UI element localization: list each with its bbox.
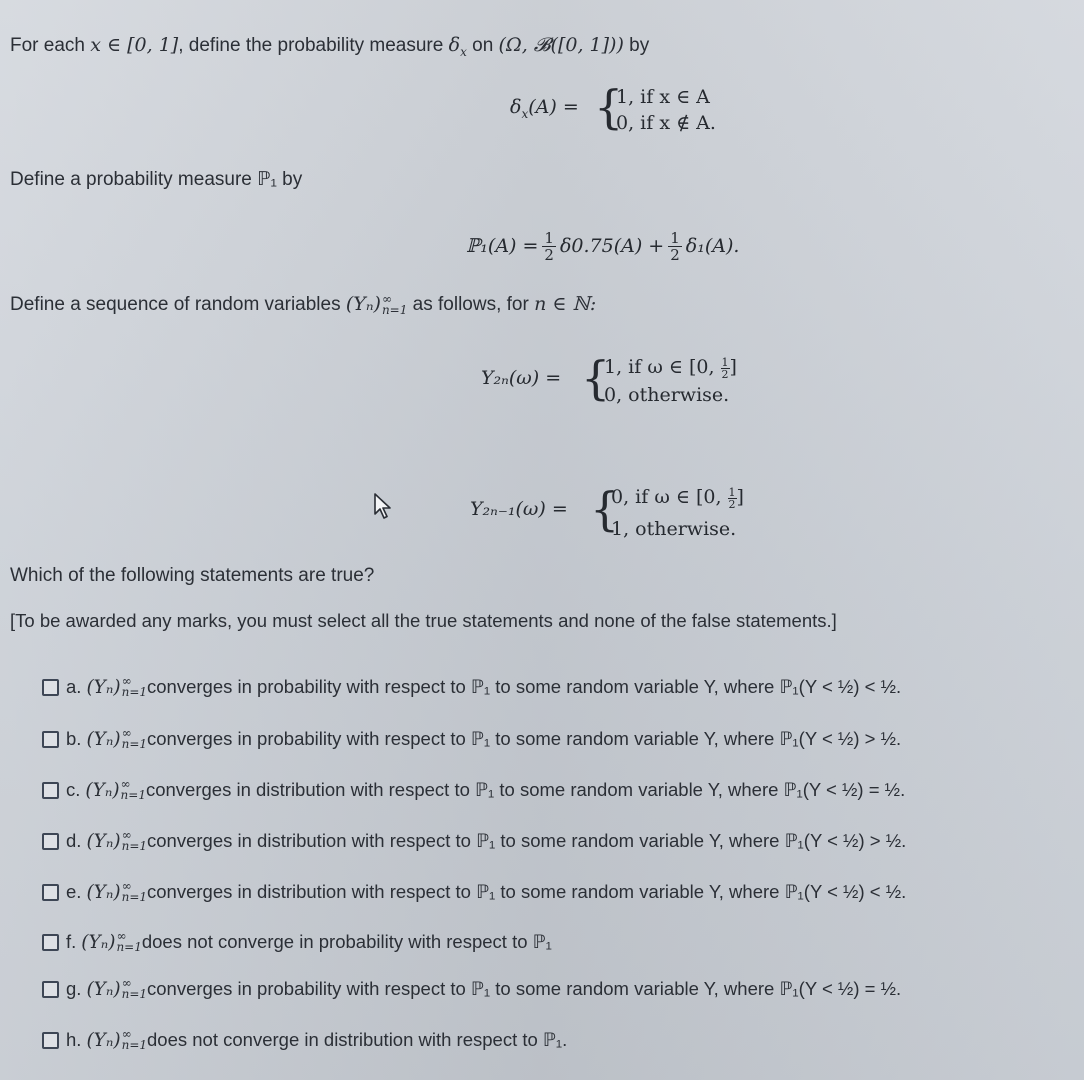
checkbox-icon[interactable] — [42, 833, 59, 850]
checkbox-icon[interactable] — [42, 782, 59, 799]
option-sequence-limits — [116, 931, 141, 953]
option-c[interactable] — [42, 776, 905, 804]
intro-delta-sub: x — [460, 44, 467, 59]
option-letter: e. — [66, 881, 82, 902]
option-sequence-limits — [122, 978, 147, 1000]
y2n-case1-a: 1, if ω ∈ [0, — [604, 356, 721, 378]
option-sequence-sup: ∞ — [121, 1027, 132, 1041]
y2n1-case2: 1, otherwise. — [611, 518, 737, 540]
option-sequence: (Yₙ) — [86, 978, 121, 1000]
option-sequence-sub: n=1 — [116, 940, 142, 954]
option-letter: b. — [66, 728, 82, 749]
intro-text-b: , define the probability measure — [178, 35, 449, 56]
option-sequence-sup: ∞ — [121, 674, 132, 688]
option-text: converges in probability with respect to ℙ₁ to some random variable Y, where ℙ₁(Y < ½) < ½. — [147, 676, 902, 697]
option-sequence-sub: n=1 — [121, 839, 148, 853]
intro-line — [10, 34, 649, 59]
option-d[interactable] — [42, 827, 906, 855]
option-b[interactable] — [42, 725, 901, 753]
intro-text-d: by — [623, 35, 650, 56]
y2n1-half: $\frac{1}{2}$ — [728, 485, 736, 511]
option-sequence-sub: n=1 — [120, 788, 146, 802]
p1-def-half-2 — [668, 230, 682, 263]
y2n1-lhs: Y₂ₙ₋₁(ω) = — [470, 498, 568, 520]
y2n1-case1 — [611, 486, 744, 510]
option-sequence: (Yₙ) — [86, 728, 121, 750]
p1-intro: Define a probability measure ℙ₁ by — [10, 169, 303, 190]
option-sequence-sup: ∞ — [121, 726, 132, 740]
option-sequence-limits — [122, 676, 147, 698]
option-letter: h. — [66, 1029, 82, 1050]
option-sequence-limits — [122, 881, 147, 903]
p1-def-term1: δ0.75(A) + — [559, 235, 665, 257]
option-h[interactable] — [42, 1026, 567, 1054]
option-text: converges in distribution with respect to ℙ₁ to some random variable Y, where ℙ₁(Y < ½) > ½. — [147, 830, 907, 851]
option-letter: g. — [66, 978, 82, 999]
delta-def-tail: (A) = — [528, 96, 579, 118]
option-text: does not converge in distribution with respect to ℙ₁. — [147, 1029, 568, 1050]
p1-def-term2: δ₁(A). — [685, 235, 740, 257]
intro-text-a: For each — [10, 35, 91, 56]
option-sequence: (Yₙ) — [86, 881, 121, 903]
intro-math-x: x ∈ [0, 1] — [90, 34, 179, 56]
y2n-case1 — [604, 356, 737, 380]
option-sequence-limits — [122, 830, 147, 852]
seq-intro-a: Define a sequence of random variables — [10, 294, 346, 315]
checkbox-icon[interactable] — [42, 679, 59, 696]
option-sequence: (Yₙ) — [86, 1029, 121, 1051]
seq-intro-seq: (Yₙ) — [345, 293, 381, 315]
checkbox-icon[interactable] — [42, 731, 59, 748]
option-sequence-sup: ∞ — [116, 929, 127, 943]
p1-def — [466, 220, 739, 272]
checkbox-icon[interactable] — [42, 981, 59, 998]
option-sequence: (Yₙ) — [86, 830, 121, 852]
option-sequence-limits — [122, 1029, 147, 1051]
y2n-case2: 0, otherwise. — [604, 384, 730, 406]
y2n1-brace: { — [590, 482, 620, 536]
option-text: converges in distribution with respect to ℙ₁ to some random variable Y, where ℙ₁(Y < ½) < ½. — [147, 881, 907, 902]
option-sequence-sup: ∞ — [121, 976, 132, 990]
option-text: does not converge in probability with respect to ℙ₁ — [141, 931, 552, 952]
option-sequence-sub: n=1 — [121, 987, 148, 1001]
delta-def-case1: 1, if x ∈ A — [616, 86, 710, 108]
intro-delta — [448, 34, 467, 59]
instruction-text: [To be awarded any marks, you must select all the true statements and none of the false statements.] — [10, 610, 837, 631]
option-sequence-sub: n=1 — [121, 1038, 148, 1052]
p1-def-half-1 — [542, 230, 556, 263]
option-text: converges in probability with respect to ℙ₁ to some random variable Y, where ℙ₁(Y < ½) = ½. — [147, 978, 902, 999]
mouse-pointer-icon — [371, 492, 399, 522]
checkbox-icon[interactable] — [42, 884, 59, 901]
question-text: Which of the following statements are true? — [10, 565, 375, 586]
option-a[interactable] — [42, 673, 901, 701]
p1-def-half-2-num: 1 — [670, 228, 680, 247]
option-letter: c. — [66, 779, 81, 800]
y2n-lhs: Y₂ₙ(ω) = — [481, 367, 562, 389]
seq-intro-limits — [381, 291, 408, 317]
checkbox-icon[interactable] — [42, 1032, 59, 1049]
y2n-case1-b: ] — [729, 356, 737, 378]
option-sequence-sup: ∞ — [121, 828, 132, 842]
seq-intro-b: as follows, for — [407, 294, 535, 315]
checkbox-icon[interactable] — [42, 934, 59, 951]
intro-space: (Ω, 𝓑([0, 1])) — [498, 34, 624, 56]
p1-def-half-1-num: 1 — [544, 228, 554, 247]
y2n-half: $\frac{1}{2}$ — [721, 355, 729, 381]
option-sequence-sup: ∞ — [120, 777, 131, 791]
p1-def-half-2-den: 2 — [670, 245, 680, 264]
delta-def-lhs — [510, 96, 579, 121]
y2n-brace: { — [581, 351, 611, 405]
delta-def-sub: x — [521, 106, 529, 121]
option-e[interactable] — [42, 878, 906, 906]
delta-def-symbol: δ — [510, 96, 522, 118]
seq-intro-n: n ∈ ℕ: — [534, 293, 597, 315]
option-sequence-sub: n=1 — [121, 737, 148, 751]
intro-delta-symbol: δ — [448, 34, 461, 56]
delta-def-brace: { — [594, 80, 624, 134]
y2n1-case1-a: 0, if ω ∈ [0, — [611, 486, 728, 508]
option-sequence: (Yₙ) — [85, 779, 120, 801]
p1-def-half-1-den: 2 — [544, 245, 554, 264]
seq-intro-sup: ∞ — [381, 291, 392, 306]
option-sequence-limits — [122, 728, 147, 750]
seq-intro — [10, 293, 596, 316]
p1-def-lhs: ℙ₁(A) = — [466, 235, 539, 257]
option-letter: f. — [66, 931, 77, 952]
option-sequence-limits — [121, 779, 146, 801]
option-text: converges in distribution with respect to ℙ₁ to some random variable Y, where ℙ₁(Y < ½) = ½. — [145, 779, 906, 800]
option-sequence-sup: ∞ — [121, 879, 132, 893]
option-letter: a. — [66, 676, 82, 697]
intro-text-c: on — [466, 35, 499, 56]
option-f[interactable] — [42, 928, 552, 956]
option-g[interactable] — [42, 975, 901, 1003]
option-sequence-sub: n=1 — [121, 890, 148, 904]
option-sequence-sub: n=1 — [121, 685, 148, 699]
delta-def-case2: 0, if x ∉ A. — [616, 112, 716, 134]
seq-intro-sub: n=1 — [381, 302, 408, 317]
y2n1-case1-b: ] — [736, 486, 744, 508]
option-letter: d. — [66, 830, 82, 851]
option-sequence: (Yₙ) — [81, 931, 116, 953]
option-sequence: (Yₙ) — [86, 676, 121, 698]
option-text: converges in probability with respect to ℙ₁ to some random variable Y, where ℙ₁(Y < ½) > ½. — [147, 728, 902, 749]
